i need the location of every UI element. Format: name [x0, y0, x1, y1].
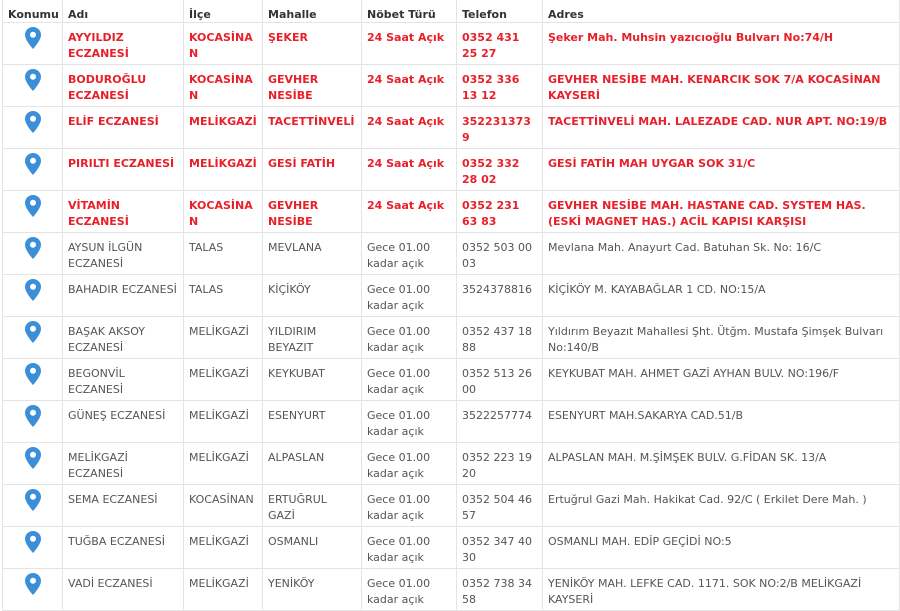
phone: 3522257774 [457, 400, 543, 442]
map-pin-icon[interactable] [25, 321, 41, 343]
col-header-nobet: Nöbet Türü [362, 0, 457, 22]
address: Ertuğrul Gazi Mah. Hakikat Cad. 92/C ( Erkilet Dere Mah. ) [543, 484, 900, 526]
address: ALPASLAN MAH. M.ŞİMŞEK BULV. G.FİDAN SK. 13/A [543, 442, 900, 484]
table-row [3, 442, 900, 484]
duty-type: Gece 01.00 kadar açık [362, 358, 457, 400]
address: ESENYURT MAH.SAKARYA CAD.51/B [543, 400, 900, 442]
col-header-adres: Adres [543, 0, 900, 22]
neighborhood: YILDIRIM BEYAZIT [263, 316, 362, 358]
location-cell[interactable] [3, 400, 63, 442]
neighborhood: ESENYURT [263, 400, 362, 442]
pharmacy-name: SEMA ECZANESİ [63, 484, 184, 526]
pharmacy-name: VADİ ECZANESİ [63, 568, 184, 610]
duty-type: 24 Saat Açık [362, 22, 457, 64]
table-row [3, 232, 900, 274]
phone: 0352 503 00 03 [457, 232, 543, 274]
duty-type: Gece 01.00 kadar açık [362, 316, 457, 358]
address: Yıldırım Beyazıt Mahallesi Şht. Ütğm. Mustafa Şimşek Bulvarı No:140/B [543, 316, 900, 358]
district: MELİKGAZİ [184, 316, 263, 358]
location-cell[interactable] [3, 190, 63, 232]
table-row [3, 484, 900, 526]
map-pin-icon[interactable] [25, 363, 41, 385]
pharmacy-name: VİTAMİN ECZANESİ [63, 190, 184, 232]
location-cell[interactable] [3, 232, 63, 274]
duty-type: Gece 01.00 kadar açık [362, 568, 457, 610]
phone: 0352 431 25 27 [457, 22, 543, 64]
pharmacy-name: AYSUN İLGÜN ECZANESİ [63, 232, 184, 274]
pharmacy-name: GÜNEŞ ECZANESİ [63, 400, 184, 442]
location-cell[interactable] [3, 22, 63, 64]
district: MELİKGAZİ [184, 148, 263, 190]
pharmacy-name: TUĞBA ECZANESİ [63, 526, 184, 568]
district: MELİKGAZİ [184, 568, 263, 610]
duty-type: Gece 01.00 kadar açık [362, 526, 457, 568]
col-header-ilce: İlçe [184, 0, 263, 22]
table-row [3, 106, 900, 148]
map-pin-icon[interactable] [25, 405, 41, 427]
location-cell[interactable] [3, 316, 63, 358]
address: GESİ FATİH MAH UYGAR SOK 31/C [543, 148, 900, 190]
district: TALAS [184, 274, 263, 316]
location-cell[interactable] [3, 274, 63, 316]
phone: 0352 223 19 20 [457, 442, 543, 484]
duty-type: 24 Saat Açık [362, 64, 457, 106]
duty-type: 24 Saat Açık [362, 190, 457, 232]
duty-type: 24 Saat Açık [362, 148, 457, 190]
table-row [3, 274, 900, 316]
location-cell[interactable] [3, 442, 63, 484]
neighborhood: ŞEKER [263, 22, 362, 64]
map-pin-icon[interactable] [25, 447, 41, 469]
phone: 0352 513 26 00 [457, 358, 543, 400]
phone: 0352 332 28 02 [457, 148, 543, 190]
map-pin-icon[interactable] [25, 279, 41, 301]
map-pin-icon[interactable] [25, 531, 41, 553]
pharmacy-name: BODUROĞLU ECZANESİ [63, 64, 184, 106]
pharmacy-name: AYYILDIZ ECZANESİ [63, 22, 184, 64]
district: KOCASİNAN [184, 190, 263, 232]
address: GEVHER NESİBE MAH. KENARCIK SOK 7/A KOCASİNAN KAYSERİ [543, 64, 900, 106]
pharmacy-name: MELİKGAZİ ECZANESİ [63, 442, 184, 484]
duty-type: 24 Saat Açık [362, 106, 457, 148]
table-row [3, 358, 900, 400]
district: MELİKGAZİ [184, 358, 263, 400]
address: KİÇİKÖY M. KAYABAĞLAR 1 CD. NO:15/A [543, 274, 900, 316]
table-row [3, 400, 900, 442]
map-pin-icon[interactable] [25, 195, 41, 217]
neighborhood: GEVHER NESİBE [263, 64, 362, 106]
address: TACETTİNVELİ MAH. LALEZADE CAD. NUR APT. NO:19/B [543, 106, 900, 148]
neighborhood: KEYKUBAT [263, 358, 362, 400]
map-pin-icon[interactable] [25, 27, 41, 49]
table-row [3, 190, 900, 232]
neighborhood: GESİ FATİH [263, 148, 362, 190]
pharmacy-name: ELİF ECZANESİ [63, 106, 184, 148]
duty-type: Gece 01.00 kadar açık [362, 484, 457, 526]
map-pin-icon[interactable] [25, 111, 41, 133]
table-row [3, 148, 900, 190]
col-header-konum: Konumu [3, 0, 63, 22]
duty-type: Gece 01.00 kadar açık [362, 442, 457, 484]
district: MELİKGAZİ [184, 526, 263, 568]
table-row [3, 316, 900, 358]
table-row [3, 568, 900, 610]
phone: 0352 347 40 30 [457, 526, 543, 568]
neighborhood: OSMANLI [263, 526, 362, 568]
neighborhood: ALPASLAN [263, 442, 362, 484]
col-header-telefon: Telefon [457, 0, 543, 22]
col-header-mahalle: Mahalle [263, 0, 362, 22]
neighborhood: TACETTİNVELİ [263, 106, 362, 148]
table-row [3, 526, 900, 568]
neighborhood: MEVLANA [263, 232, 362, 274]
address: Mevlana Mah. Anayurt Cad. Batuhan Sk. No: 16/C [543, 232, 900, 274]
table-row [3, 22, 900, 64]
duty-type: Gece 01.00 kadar açık [362, 232, 457, 274]
address: OSMANLI MAH. EDİP GEÇİDİ NO:5 [543, 526, 900, 568]
district: TALAS [184, 232, 263, 274]
map-pin-icon[interactable] [25, 69, 41, 91]
district: KOCASİNAN [184, 484, 263, 526]
phone: 0352 504 46 57 [457, 484, 543, 526]
pharmacy-name: BAŞAK AKSOY ECZANESİ [63, 316, 184, 358]
neighborhood: KİÇİKÖY [263, 274, 362, 316]
phone: 0352 231 63 83 [457, 190, 543, 232]
district: KOCASİNAN [184, 64, 263, 106]
address: GEVHER NESİBE MAH. HASTANE CAD. SYSTEM HAS.(ESKİ MAGNET HAS.) ACİL KAPISI KARŞISI [543, 190, 900, 232]
map-pin-icon[interactable] [25, 237, 41, 259]
phone: 0352 437 18 88 [457, 316, 543, 358]
phone: 0352 738 34 58 [457, 568, 543, 610]
phone: 0352 336 13 12 [457, 64, 543, 106]
district: MELİKGAZİ [184, 400, 263, 442]
table-row [3, 64, 900, 106]
phone: 3522313739 [457, 106, 543, 148]
col-header-adi: Adı [63, 0, 184, 22]
table-header-row [3, 0, 900, 22]
neighborhood: ERTUĞRUL GAZİ [263, 484, 362, 526]
district: MELİKGAZİ [184, 442, 263, 484]
pharmacy-table [2, 0, 900, 611]
duty-type: Gece 01.00 kadar açık [362, 274, 457, 316]
neighborhood: GEVHER NESİBE [263, 190, 362, 232]
neighborhood: YENİKÖY [263, 568, 362, 610]
district: KOCASİNAN [184, 22, 263, 64]
duty-type: Gece 01.00 kadar açık [362, 400, 457, 442]
pharmacy-name: PIRILTI ECZANESİ [63, 148, 184, 190]
location-cell[interactable] [3, 106, 63, 148]
map-pin-icon[interactable] [25, 153, 41, 175]
pharmacy-name: BAHADIR ECZANESİ [63, 274, 184, 316]
pharmacy-name: BEGONVİL ECZANESİ [63, 358, 184, 400]
address: Şeker Mah. Muhsin yazıcıoğlu Bulvarı No:74/H [543, 22, 900, 64]
phone: 3524378816 [457, 274, 543, 316]
location-cell[interactable] [3, 358, 63, 400]
map-pin-icon[interactable] [25, 573, 41, 595]
address: YENİKÖY MAH. LEFKE CAD. 1171. SOK NO:2/B MELİKGAZİ KAYSERİ [543, 568, 900, 610]
district: MELİKGAZİ [184, 106, 263, 148]
table-body [3, 22, 900, 610]
map-pin-icon[interactable] [25, 489, 41, 511]
location-cell[interactable] [3, 484, 63, 526]
address: KEYKUBAT MAH. AHMET GAZİ AYHAN BULV. NO:196/F [543, 358, 900, 400]
location-cell[interactable] [3, 568, 63, 610]
location-cell[interactable] [3, 526, 63, 568]
location-cell[interactable] [3, 64, 63, 106]
location-cell[interactable] [3, 148, 63, 190]
